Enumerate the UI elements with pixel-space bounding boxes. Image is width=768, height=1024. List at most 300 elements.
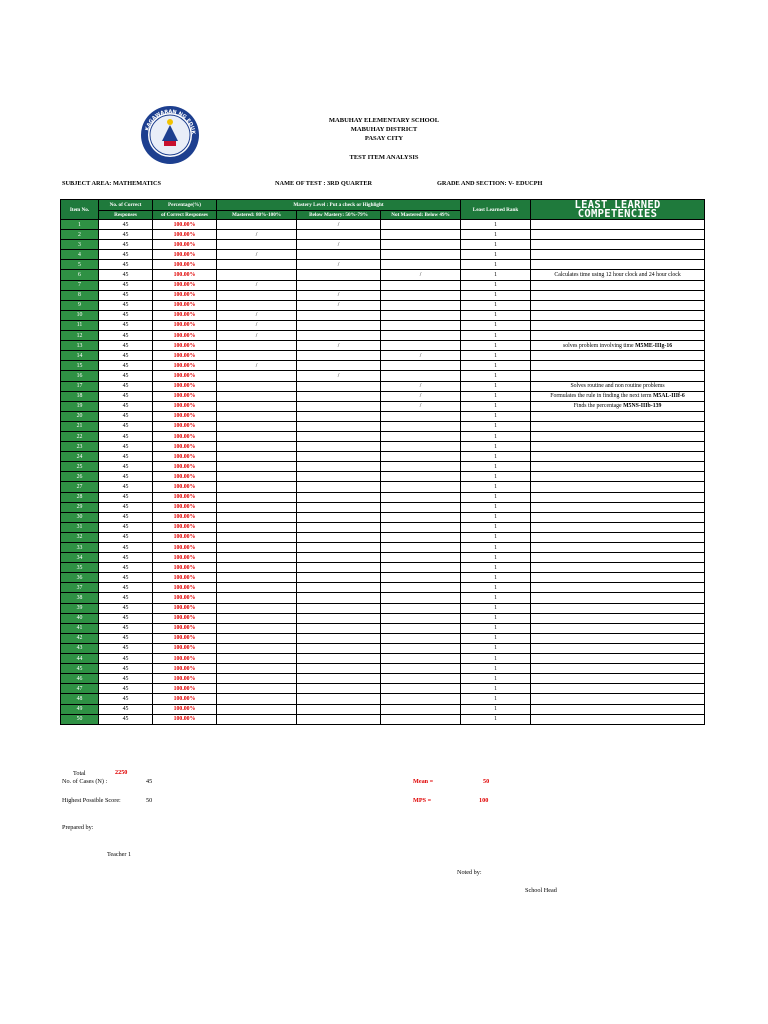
competency-cell [531, 310, 705, 320]
table-header-row-1 [61, 200, 705, 211]
mps-label: MPS = [413, 797, 432, 804]
competency-cell [531, 573, 705, 583]
not-mastered-mark-cell: / [381, 401, 461, 411]
not-mastered-mark-cell [381, 411, 461, 421]
below-mastery-mark-cell [297, 331, 381, 341]
mastered-mark-cell: / [217, 320, 297, 330]
item-number-cell: 19 [61, 401, 99, 411]
below-mastery-mark-cell [297, 502, 381, 512]
table-row [61, 694, 705, 704]
below-mastery-mark-cell [297, 391, 381, 401]
least-learned-rank-cell: 1 [461, 462, 531, 472]
header-below-mastery: Below Mastery: 50%-79% [297, 211, 381, 220]
table-row [61, 381, 705, 391]
least-learned-rank-cell: 1 [461, 452, 531, 462]
least-learned-rank-cell: 1 [461, 694, 531, 704]
mastered-mark-cell [217, 472, 297, 482]
mastered-mark-cell: / [217, 280, 297, 290]
not-mastered-mark-cell [381, 714, 461, 724]
competency-cell [531, 563, 705, 573]
table-row [61, 361, 705, 371]
header-pct-bottom: of Correct Responses [153, 211, 217, 220]
least-learned-rank-cell: 1 [461, 351, 531, 361]
mastered-mark-cell: / [217, 361, 297, 371]
item-number-cell: 46 [61, 674, 99, 684]
mastered-mark-cell [217, 270, 297, 280]
table-row [61, 270, 705, 280]
percentage-cell: 100.00% [153, 553, 217, 563]
least-learned-rank-cell: 1 [461, 482, 531, 492]
competency-cell [531, 654, 705, 664]
table-row [61, 220, 705, 230]
below-mastery-mark-cell [297, 623, 381, 633]
table-row [61, 310, 705, 320]
least-learned-rank-cell: 1 [461, 714, 531, 724]
competency-cell [531, 603, 705, 613]
least-learned-rank-cell: 1 [461, 512, 531, 522]
item-number-cell: 3 [61, 240, 99, 250]
mastered-mark-cell: / [217, 250, 297, 260]
item-number-cell: 36 [61, 573, 99, 583]
competency-code: M5ME-IIIg-16 [635, 342, 673, 349]
percentage-cell: 100.00% [153, 250, 217, 260]
mastered-mark-cell [217, 482, 297, 492]
not-mastered-mark-cell [381, 543, 461, 553]
table-row [61, 623, 705, 633]
competency-cell [531, 452, 705, 462]
not-mastered-mark-cell [381, 694, 461, 704]
header-item-no: Item No. [61, 200, 99, 220]
below-mastery-mark-cell [297, 250, 381, 260]
percentage-cell: 100.00% [153, 704, 217, 714]
mastered-mark-cell [217, 502, 297, 512]
percentage-cell: 100.00% [153, 391, 217, 401]
percentage-cell: 100.00% [153, 623, 217, 633]
competency-cell [531, 260, 705, 270]
correct-responses-cell: 45 [99, 421, 153, 431]
competency-cell [531, 502, 705, 512]
percentage-cell: 100.00% [153, 543, 217, 553]
not-mastered-mark-cell [381, 684, 461, 694]
item-number-cell: 50 [61, 714, 99, 724]
not-mastered-mark-cell [381, 583, 461, 593]
below-mastery-mark-cell [297, 583, 381, 593]
mastered-mark-cell [217, 341, 297, 351]
below-mastery-mark-cell [297, 411, 381, 421]
percentage-cell: 100.00% [153, 472, 217, 482]
least-learned-rank-cell: 1 [461, 371, 531, 381]
percentage-cell: 100.00% [153, 240, 217, 250]
competency-text: Calculates time using 12 hour clock and 24 hour clock [554, 272, 681, 279]
mastered-mark-cell [217, 442, 297, 452]
item-number-cell: 38 [61, 593, 99, 603]
correct-responses-cell: 45 [99, 623, 153, 633]
percentage-cell: 100.00% [153, 613, 217, 623]
subject-area: SUBJECT AREA: MATHEMATICS [62, 180, 162, 187]
table-row [61, 472, 705, 482]
not-mastered-mark-cell [381, 472, 461, 482]
mastered-mark-cell [217, 240, 297, 250]
not-mastered-mark-cell: / [381, 381, 461, 391]
least-learned-rank-cell: 1 [461, 230, 531, 240]
below-mastery-mark-cell [297, 442, 381, 452]
correct-responses-cell: 45 [99, 684, 153, 694]
table-row [61, 684, 705, 694]
item-number-cell: 9 [61, 300, 99, 310]
cases-label: No. of Cases (N) : [62, 778, 108, 785]
competency-cell [531, 613, 705, 623]
table-row [61, 714, 705, 724]
item-number-cell: 39 [61, 603, 99, 613]
competency-cell [531, 714, 705, 724]
competency-text: Solves routine and non routine problems [570, 383, 665, 390]
header-pct-top: Percentage(%) [153, 200, 217, 211]
correct-responses-cell: 45 [99, 543, 153, 553]
competency-cell [531, 331, 705, 341]
competency-cell [531, 593, 705, 603]
mastered-mark-cell [217, 381, 297, 391]
percentage-cell: 100.00% [153, 411, 217, 421]
school-name: MABUHAY ELEMENTARY SCHOOL [328, 117, 440, 124]
percentage-cell: 100.00% [153, 442, 217, 452]
not-mastered-mark-cell [381, 240, 461, 250]
hps-label: Highest Possible Score: [62, 797, 121, 804]
below-mastery-mark-cell [297, 613, 381, 623]
percentage-cell: 100.00% [153, 381, 217, 391]
correct-responses-cell: 45 [99, 643, 153, 653]
not-mastered-mark-cell [381, 371, 461, 381]
mastered-mark-cell [217, 431, 297, 441]
competency-cell [531, 684, 705, 694]
percentage-cell: 100.00% [153, 462, 217, 472]
below-mastery-mark-cell [297, 431, 381, 441]
least-learned-rank-cell: 1 [461, 522, 531, 532]
correct-responses-cell: 45 [99, 512, 153, 522]
item-number-cell: 42 [61, 633, 99, 643]
percentage-cell: 100.00% [153, 654, 217, 664]
below-mastery-mark-cell [297, 280, 381, 290]
percentage-cell: 100.00% [153, 310, 217, 320]
table-row [61, 452, 705, 462]
below-mastery-mark-cell [297, 381, 381, 391]
percentage-cell: 100.00% [153, 421, 217, 431]
below-mastery-mark-cell [297, 351, 381, 361]
correct-responses-cell: 45 [99, 270, 153, 280]
not-mastered-mark-cell: / [381, 270, 461, 280]
competency-cell [531, 694, 705, 704]
mean-value: 50 [483, 778, 490, 785]
competency-cell [531, 240, 705, 250]
item-number-cell: 40 [61, 613, 99, 623]
mastered-mark-cell [217, 684, 297, 694]
not-mastered-mark-cell [381, 603, 461, 613]
item-number-cell: 37 [61, 583, 99, 593]
least-learned-rank-cell: 1 [461, 593, 531, 603]
correct-responses-cell: 45 [99, 401, 153, 411]
not-mastered-mark-cell [381, 654, 461, 664]
table-row [61, 593, 705, 603]
correct-responses-cell: 45 [99, 583, 153, 593]
percentage-cell: 100.00% [153, 220, 217, 230]
total-label: Total [73, 770, 86, 777]
table-row [61, 603, 705, 613]
least-learned-rank-cell: 1 [461, 341, 531, 351]
correct-responses-cell: 45 [99, 573, 153, 583]
item-number-cell: 18 [61, 391, 99, 401]
below-mastery-mark-cell [297, 694, 381, 704]
table-row [61, 643, 705, 653]
competency-cell [531, 341, 705, 351]
not-mastered-mark-cell [381, 704, 461, 714]
percentage-cell: 100.00% [153, 593, 217, 603]
test-name: NAME OF TEST : 3RD QUARTER [275, 180, 373, 187]
least-learned-rank-cell: 1 [461, 442, 531, 452]
competency-cell [531, 664, 705, 674]
competency-cell [531, 643, 705, 653]
table-row [61, 674, 705, 684]
below-mastery-mark-cell [297, 633, 381, 643]
correct-responses-cell: 45 [99, 462, 153, 472]
competency-text: Finds the percentage [573, 403, 622, 410]
competency-cell [531, 442, 705, 452]
below-mastery-mark-cell: / [297, 220, 381, 230]
item-number-cell: 24 [61, 452, 99, 462]
item-number-cell: 31 [61, 522, 99, 532]
mastered-mark-cell [217, 391, 297, 401]
item-number-cell: 21 [61, 421, 99, 431]
competency-code: M5NS-IIIb-139 [623, 403, 662, 410]
percentage-cell: 100.00% [153, 351, 217, 361]
item-number-cell: 16 [61, 371, 99, 381]
correct-responses-cell: 45 [99, 351, 153, 361]
item-number-cell: 44 [61, 654, 99, 664]
below-mastery-mark-cell [297, 704, 381, 714]
item-number-cell: 43 [61, 643, 99, 653]
mastered-mark-cell [217, 643, 297, 653]
below-mastery-mark-cell [297, 472, 381, 482]
item-number-cell: 4 [61, 250, 99, 260]
table-row [61, 563, 705, 573]
competencies-title-line-2: COMPETENCIES [577, 207, 658, 220]
not-mastered-mark-cell [381, 280, 461, 290]
below-mastery-mark-cell [297, 532, 381, 542]
mastered-mark-cell [217, 532, 297, 542]
not-mastered-mark-cell [381, 613, 461, 623]
percentage-cell: 100.00% [153, 431, 217, 441]
not-mastered-mark-cell [381, 674, 461, 684]
not-mastered-mark-cell [381, 532, 461, 542]
not-mastered-mark-cell [381, 512, 461, 522]
mastered-mark-cell [217, 714, 297, 724]
table-row [61, 250, 705, 260]
header-mastery-level: Mastery Level : Put a check or Highlight [217, 200, 461, 211]
percentage-cell: 100.00% [153, 633, 217, 643]
item-analysis-table [60, 199, 705, 725]
correct-responses-cell: 45 [99, 502, 153, 512]
correct-responses-cell: 45 [99, 371, 153, 381]
mastered-mark-cell [217, 492, 297, 502]
least-learned-rank-cell: 1 [461, 270, 531, 280]
table-row [61, 704, 705, 714]
below-mastery-mark-cell [297, 452, 381, 462]
mastered-mark-cell [217, 694, 297, 704]
not-mastered-mark-cell [381, 320, 461, 330]
competency-text: solves problem involving time [562, 342, 634, 349]
percentage-cell: 100.00% [153, 452, 217, 462]
noted-by-label: Noted by: [457, 869, 482, 876]
competency-cell [531, 391, 705, 401]
table-row [61, 421, 705, 431]
item-number-cell: 34 [61, 553, 99, 563]
percentage-cell: 100.00% [153, 694, 217, 704]
percentage-cell: 100.00% [153, 361, 217, 371]
least-learned-rank-cell: 1 [461, 643, 531, 653]
not-mastered-mark-cell [381, 623, 461, 633]
below-mastery-mark-cell [297, 573, 381, 583]
below-mastery-mark-cell: / [297, 240, 381, 250]
correct-responses-cell: 45 [99, 442, 153, 452]
percentage-cell: 100.00% [153, 230, 217, 240]
item-number-cell: 13 [61, 341, 99, 351]
mastered-mark-cell [217, 664, 297, 674]
cases-value: 45 [146, 778, 153, 785]
mastered-mark-cell [217, 290, 297, 300]
below-mastery-mark-cell [297, 482, 381, 492]
least-learned-rank-cell: 1 [461, 623, 531, 633]
table-row [61, 654, 705, 664]
table-row [61, 280, 705, 290]
below-mastery-mark-cell: / [297, 260, 381, 270]
least-learned-rank-cell: 1 [461, 300, 531, 310]
table-row [61, 240, 705, 250]
percentage-cell: 100.00% [153, 270, 217, 280]
mastered-mark-cell [217, 543, 297, 553]
competencies-title-line-1: LEAST LEARNED [574, 199, 661, 211]
least-learned-rank-cell: 1 [461, 411, 531, 421]
not-mastered-mark-cell [381, 563, 461, 573]
not-mastered-mark-cell [381, 220, 461, 230]
competency-cell [531, 421, 705, 431]
correct-responses-cell: 45 [99, 694, 153, 704]
item-number-cell: 12 [61, 331, 99, 341]
percentage-cell: 100.00% [153, 714, 217, 724]
item-number-cell: 28 [61, 492, 99, 502]
correct-responses-cell: 45 [99, 341, 153, 351]
correct-responses-cell: 45 [99, 431, 153, 441]
not-mastered-mark-cell [381, 250, 461, 260]
item-number-cell: 25 [61, 462, 99, 472]
below-mastery-mark-cell [297, 553, 381, 563]
competency-cell [531, 381, 705, 391]
grade-section: GRADE AND SECTION: V- EDUCPH [437, 180, 543, 187]
item-number-cell: 8 [61, 290, 99, 300]
not-mastered-mark-cell [381, 442, 461, 452]
table-row [61, 492, 705, 502]
competency-cell [531, 401, 705, 411]
item-number-cell: 23 [61, 442, 99, 452]
below-mastery-mark-cell [297, 603, 381, 613]
least-learned-rank-cell: 1 [461, 543, 531, 553]
percentage-cell: 100.00% [153, 401, 217, 411]
correct-responses-cell: 45 [99, 411, 153, 421]
least-learned-rank-cell: 1 [461, 492, 531, 502]
header-least-learned-competencies [531, 200, 705, 220]
item-number-cell: 27 [61, 482, 99, 492]
item-number-cell: 10 [61, 310, 99, 320]
competency-cell [531, 674, 705, 684]
item-number-cell: 17 [61, 381, 99, 391]
table-row [61, 502, 705, 512]
table-row [61, 543, 705, 553]
not-mastered-mark-cell [381, 300, 461, 310]
least-learned-rank-cell: 1 [461, 401, 531, 411]
competency-text: Formulates the rule in finding the next term [550, 393, 652, 400]
header-correct-bottom: Responses [99, 211, 153, 220]
not-mastered-mark-cell [381, 431, 461, 441]
mastered-mark-cell [217, 452, 297, 462]
competency-cell [531, 462, 705, 472]
least-learned-rank-cell: 1 [461, 290, 531, 300]
mastered-mark-cell [217, 563, 297, 573]
not-mastered-mark-cell [381, 290, 461, 300]
competency-cell [531, 623, 705, 633]
table-row [61, 664, 705, 674]
below-mastery-mark-cell: / [297, 371, 381, 381]
percentage-cell: 100.00% [153, 502, 217, 512]
mastered-mark-cell: / [217, 310, 297, 320]
correct-responses-cell: 45 [99, 664, 153, 674]
mastered-mark-cell [217, 512, 297, 522]
not-mastered-mark-cell [381, 553, 461, 563]
item-number-cell: 22 [61, 431, 99, 441]
correct-responses-cell: 45 [99, 492, 153, 502]
least-learned-rank-cell: 1 [461, 674, 531, 684]
below-mastery-mark-cell [297, 664, 381, 674]
header-mastered: Mastered: 80%-100% [217, 211, 297, 220]
least-learned-rank-cell: 1 [461, 240, 531, 250]
mean-label: Mean = [413, 778, 434, 785]
least-learned-rank-cell: 1 [461, 704, 531, 714]
mastered-mark-cell [217, 573, 297, 583]
below-mastery-mark-cell [297, 593, 381, 603]
not-mastered-mark-cell [381, 643, 461, 653]
least-learned-rank-cell: 1 [461, 250, 531, 260]
percentage-cell: 100.00% [153, 573, 217, 583]
prepared-by-label: Prepared by: [62, 824, 94, 831]
correct-responses-cell: 45 [99, 654, 153, 664]
least-learned-rank-cell: 1 [461, 381, 531, 391]
competency-cell [531, 361, 705, 371]
correct-responses-cell: 45 [99, 300, 153, 310]
below-mastery-mark-cell: / [297, 290, 381, 300]
competency-cell [531, 351, 705, 361]
least-learned-rank-cell: 1 [461, 684, 531, 694]
percentage-cell: 100.00% [153, 290, 217, 300]
item-number-cell: 29 [61, 502, 99, 512]
below-mastery-mark-cell: / [297, 341, 381, 351]
school-head-label: School Head [525, 887, 557, 894]
not-mastered-mark-cell [381, 452, 461, 462]
item-number-cell: 15 [61, 361, 99, 371]
percentage-cell: 100.00% [153, 260, 217, 270]
below-mastery-mark-cell [297, 714, 381, 724]
not-mastered-mark-cell [381, 502, 461, 512]
correct-responses-cell: 45 [99, 593, 153, 603]
item-number-cell: 47 [61, 684, 99, 694]
not-mastered-mark-cell [381, 633, 461, 643]
header-not-mastered: Not Mastered: Below 49% [381, 211, 461, 220]
mastered-mark-cell [217, 401, 297, 411]
